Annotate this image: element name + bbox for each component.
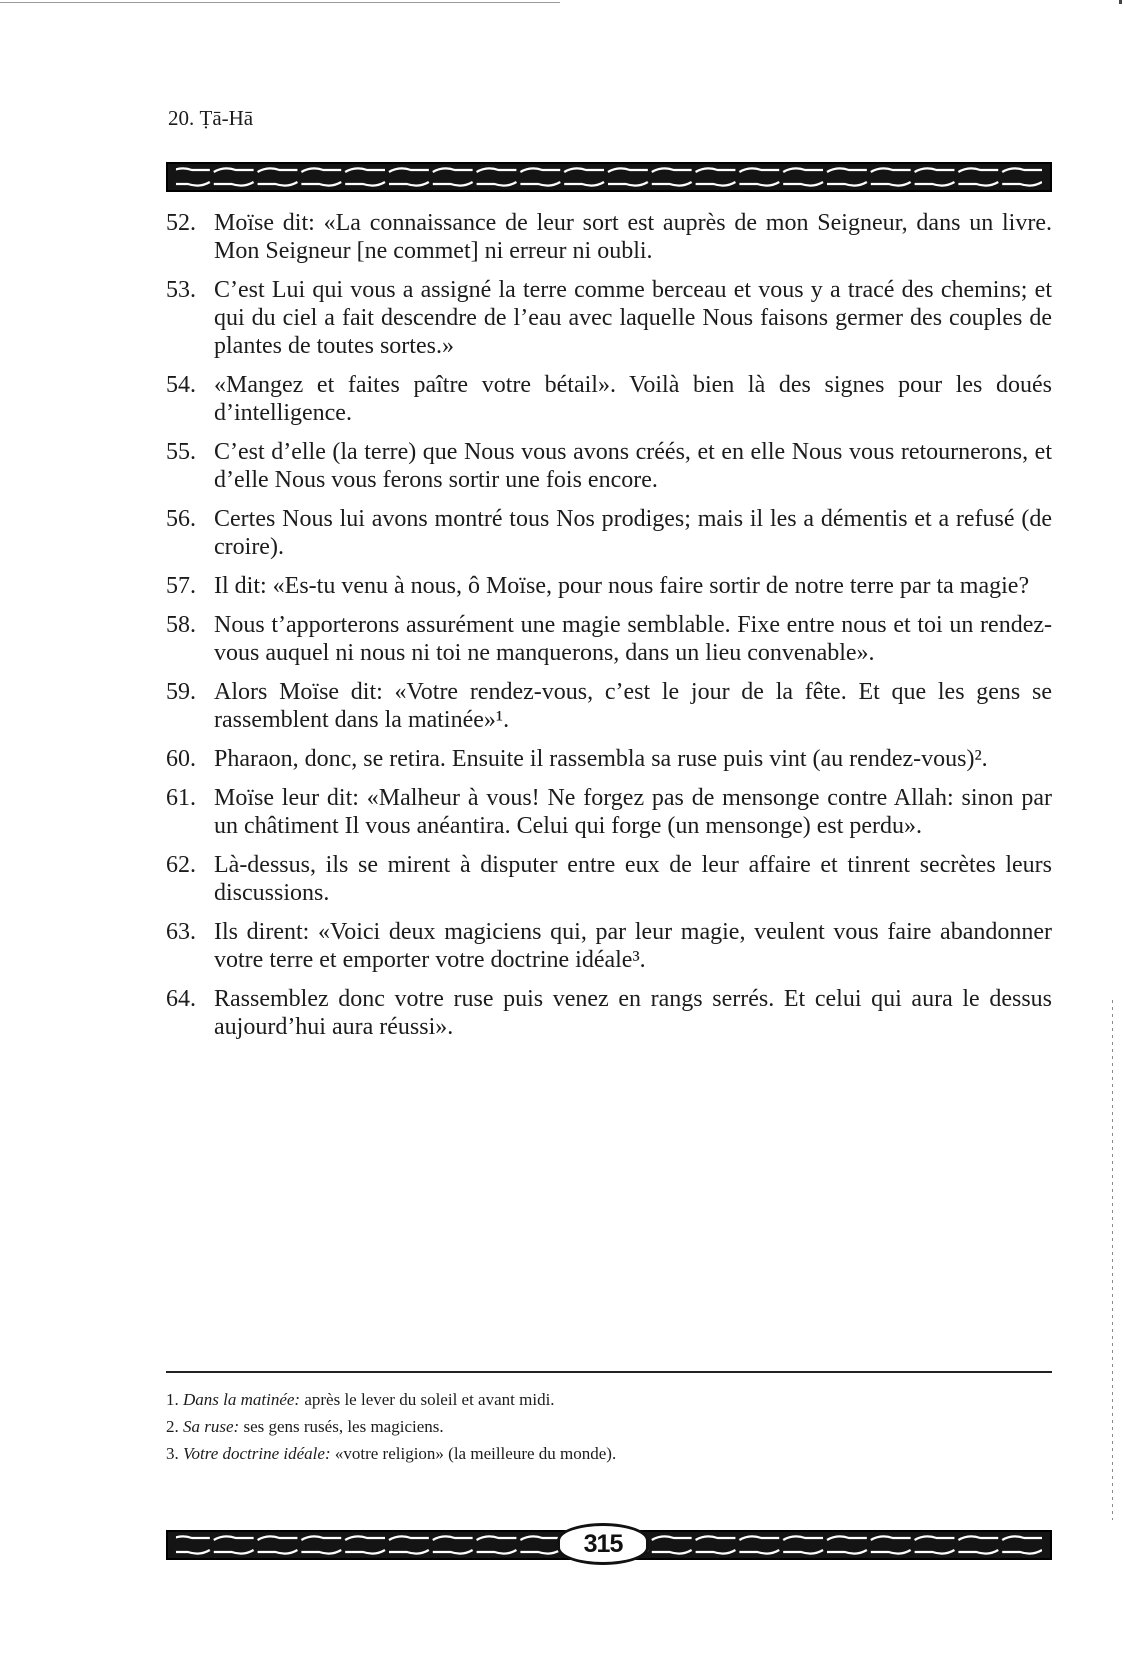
verse-number: 64. <box>166 986 196 1012</box>
page-number: 315 <box>557 1523 649 1565</box>
verse-text: Ils dirent: «Voici deux magiciens qui, par leur magie, veulent vous faire abandonner votre terre et emporter votre doctrine idéale³. <box>214 919 1052 973</box>
verse-number: 56. <box>166 506 196 532</box>
verse-54 <box>166 371 1052 427</box>
verse-number: 62. <box>166 852 196 878</box>
verse-list <box>166 209 1052 1052</box>
verse-53 <box>166 276 1052 360</box>
footnote-text: «votre religion» (la meilleure du monde). <box>334 1444 617 1463</box>
verse-56 <box>166 505 1052 561</box>
top-ornament-band <box>166 162 1052 192</box>
verse-63 <box>166 918 1052 974</box>
verse-61 <box>166 784 1052 840</box>
verse-60 <box>166 745 1052 773</box>
verse-number: 61. <box>166 785 196 811</box>
verse-number: 53. <box>166 277 196 303</box>
verse-62 <box>166 851 1052 907</box>
verse-text: Certes Nous lui avons montré tous Nos prodiges; mais il les a démentis et a refusé (de croire). <box>214 506 1052 560</box>
verse-58 <box>166 611 1052 667</box>
verse-57 <box>166 572 1052 600</box>
scan-artifact-top-line <box>0 2 560 3</box>
footnote-divider <box>166 1371 1052 1373</box>
verse-59 <box>166 678 1052 734</box>
footnote-term: Votre doctrine idéale: <box>183 1444 331 1463</box>
verse-number: 54. <box>166 372 196 398</box>
verse-text: Il dit: «Es-tu venu à nous, ô Moïse, pour nous faire sortir de notre terre par ta magie? <box>214 573 1030 599</box>
footnote-1 <box>166 1390 1052 1410</box>
verse-text: Là-dessus, ils se mirent à disputer entre eux de leur affaire et tinrent secrètes leurs discussions. <box>214 852 1052 906</box>
verse-number: 58. <box>166 612 196 638</box>
verse-number: 52. <box>166 210 196 236</box>
verse-52 <box>166 209 1052 265</box>
scan-artifact-dot <box>1119 0 1122 4</box>
verse-text: Nous t’apporterons assurément une magie semblable. Fixe entre nous et toi un rendez-vous auquel ni nous ni toi ne manquerons, dans un lieu convenable». <box>214 612 1052 666</box>
footnote-number: 3. <box>166 1444 179 1463</box>
verse-text: «Mangez et faites paître votre bétail». Voilà bien là des signes pour les doués d’intelligence. <box>214 372 1052 426</box>
verse-number: 59. <box>166 679 196 705</box>
footnote-term: Dans la matinée: <box>183 1390 301 1409</box>
verse-number: 55. <box>166 439 196 465</box>
chain-ornament-icon <box>168 164 1050 190</box>
verse-text: Alors Moïse dit: «Votre rendez-vous, c’est le jour de la fête. Et que les gens se rassemblent dans la matinée»¹. <box>214 679 1052 733</box>
verse-text: Moïse leur dit: «Malheur à vous! Ne forgez pas de mensonge contre Allah: sinon par un châtiment Il vous anéantira. Celui qui forge (un mensonge) est perdu». <box>214 785 1052 839</box>
verse-number: 57. <box>166 573 196 599</box>
footnote-text: ses gens rusés, les magiciens. <box>243 1417 444 1436</box>
footnote-number: 2. <box>166 1417 179 1436</box>
verse-text: C’est d’elle (la terre) que Nous vous avons créés, et en elle Nous vous retournerons, et d’elle Nous vous ferons sortir une fois encore. <box>214 439 1052 493</box>
verse-text: C’est Lui qui vous a assigné la terre comme berceau et vous y a tracé des chemins; et qui du ciel a fait descendre de l’eau avec laquelle Nous faisons germer des couples de plantes de toutes sortes.» <box>214 277 1052 359</box>
verse-number: 63. <box>166 919 196 945</box>
verse-number: 60. <box>166 746 196 772</box>
running-header: 20. Ṭā-Hā <box>168 106 254 130</box>
verse-text: Pharaon, donc, se retira. Ensuite il rassembla sa ruse puis vint (au rendez-vous)². <box>214 746 988 772</box>
verse-55 <box>166 438 1052 494</box>
scan-artifact-edge <box>1112 1000 1113 1520</box>
verse-text: Moïse dit: «La connaissance de leur sort est auprès de mon Seigneur, dans un livre. Mon Seigneur [ne commet] ni erreur ni oubli. <box>214 210 1052 264</box>
verse-64 <box>166 985 1052 1041</box>
footnote-list <box>166 1390 1052 1471</box>
footnote-3 <box>166 1444 1052 1464</box>
footnote-text: après le lever du soleil et avant midi. <box>304 1390 555 1409</box>
footnote-2 <box>166 1417 1052 1437</box>
verse-text: Rassemblez donc votre ruse puis venez en rangs serrés. Et celui qui aura le dessus aujourd’hui aura réussi». <box>214 986 1052 1040</box>
footnote-number: 1. <box>166 1390 179 1409</box>
footnote-term: Sa ruse: <box>183 1417 240 1436</box>
